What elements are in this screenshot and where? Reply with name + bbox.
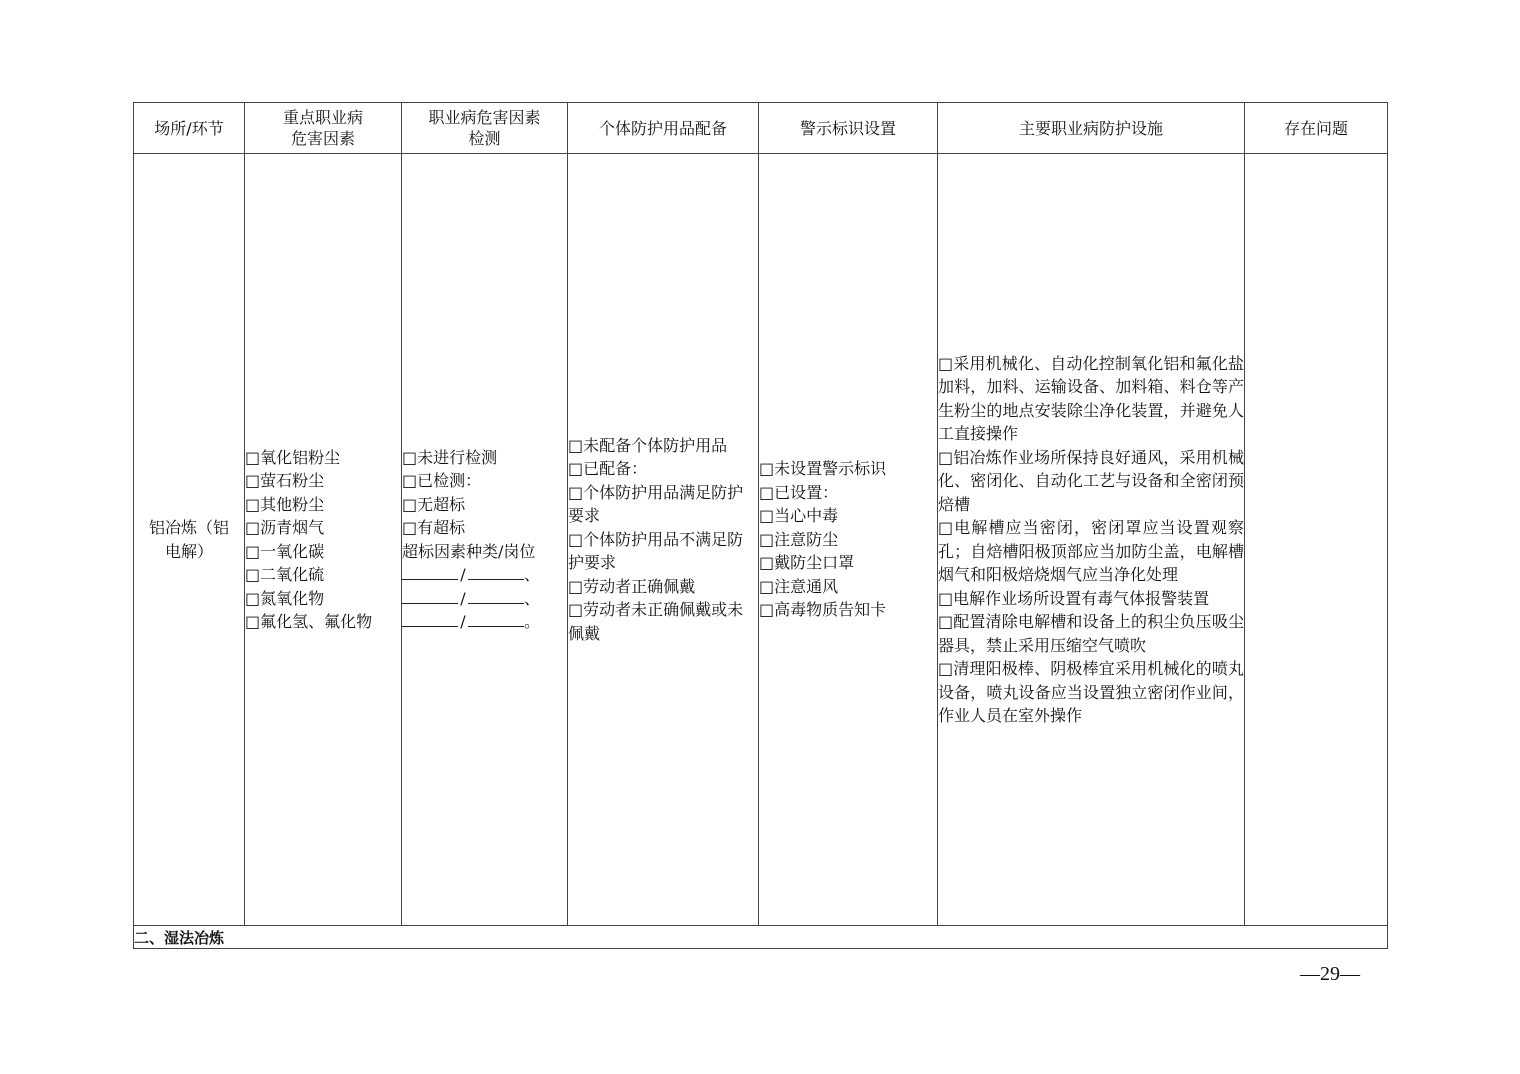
checkbox-item[interactable]: □已设置： [759, 482, 839, 502]
table-row [134, 154, 1388, 926]
checkbox-item[interactable]: □无超标 [402, 494, 466, 514]
checkbox-item[interactable]: □未配备个体防护用品 [568, 435, 728, 455]
detection-cell [402, 154, 568, 926]
checkbox-item[interactable]: □注意通风 [759, 576, 839, 596]
checkbox-item[interactable]: □未设置警示标识 [759, 459, 887, 479]
checkbox-item[interactable]: □个体防护用品满足防护要求 [568, 482, 744, 526]
checkbox-item[interactable]: □配置清除电解槽和设备上的积尘负压吸尘器具，禁止采用压缩空气喷吹 [938, 612, 1244, 655]
checkbox-item[interactable]: □二氧化硫 [245, 565, 325, 584]
blank-field[interactable] [402, 589, 458, 604]
header-measures: 主要职业病防护设施 [938, 103, 1245, 154]
checkbox-item[interactable]: □电解槽应当密闭，密闭罩应当设置观察孔；自焙槽阳极顶部应当加防尘盖，电解槽烟气和阳极焙烧烟气应当净化处理 [938, 518, 1244, 584]
checkbox-item[interactable]: □注意防尘 [759, 529, 839, 549]
checkbox-item[interactable]: □其他粉尘 [245, 494, 325, 514]
section-heading: 二、湿法冶炼 [134, 926, 1388, 949]
blank-field[interactable] [402, 612, 458, 627]
punctuation: 、 [524, 565, 541, 584]
blank-field[interactable] [402, 565, 458, 580]
ppe-cell [568, 154, 759, 926]
problems-cell[interactable] [1245, 154, 1388, 926]
checkbox-item[interactable]: □当心中毒 [759, 506, 839, 526]
checkbox-item[interactable]: □采用机械化、自动化控制氧化铝和氟化盐加料，加料、运输设备、加料箱、料仓等产生粉尘的地点安装除尘净化装置，并避免人工直接操作 [938, 353, 1244, 443]
header-ppe: 个体防护用品配备 [568, 103, 759, 154]
checkbox-item[interactable]: □清理阳极棒、阴极棒宜采用机械化的喷丸设备，喷丸设备应当设置独立密闭作业间，作业人员在室外操作 [938, 659, 1244, 725]
header-problems: 存在问题 [1245, 103, 1388, 154]
punctuation: 。 [524, 612, 541, 631]
header-row [134, 103, 1388, 154]
blank-field[interactable] [468, 589, 524, 604]
header-location: 场所/环节 [134, 103, 245, 154]
section-row [134, 926, 1388, 949]
location-text: 铝冶炼（铝 电解） [148, 518, 229, 561]
checkbox-item[interactable]: □戴防尘口罩 [759, 553, 855, 573]
checkbox-item[interactable]: □已配备： [568, 459, 648, 479]
checkbox-item[interactable]: □氧化铝粉尘 [245, 447, 341, 467]
location-cell [134, 154, 245, 926]
checkbox-item[interactable]: □氟化氢、氟化物 [245, 612, 373, 631]
fill-blank-row[interactable]: / 、 [402, 587, 567, 611]
checkbox-item[interactable]: □劳动者未正确佩戴或未佩戴 [568, 600, 744, 643]
header-detection: 职业病危害因素 检测 [402, 103, 568, 154]
checkbox-item[interactable]: □电解作业场所设置有毒气体报警装置 [938, 588, 1210, 608]
blank-field[interactable] [468, 565, 524, 580]
punctuation: 、 [524, 588, 541, 608]
checkbox-item[interactable]: □沥青烟气 [245, 518, 325, 537]
checkbox-item[interactable]: □氮氧化物 [245, 588, 325, 608]
checkbox-item[interactable]: □有超标 [402, 518, 466, 537]
hazards-cell [245, 154, 402, 926]
checkbox-item[interactable]: □未进行检测 [402, 447, 498, 467]
checkbox-item[interactable]: □劳动者正确佩戴 [568, 576, 696, 596]
header-signs: 警示标识设置 [759, 103, 938, 154]
fill-blank-row[interactable]: / 、 [402, 563, 567, 587]
checkbox-item[interactable]: □萤石粉尘 [245, 471, 325, 490]
checkbox-item[interactable]: □已检测： [402, 471, 482, 490]
checkbox-item[interactable]: □高毒物质告知卡 [759, 600, 887, 620]
page-number: —29— [1300, 963, 1360, 985]
occupational-hazard-table [133, 102, 1388, 949]
header-hazards: 重点职业病 危害因素 [245, 103, 402, 154]
checkbox-item[interactable]: □个体防护用品不满足防护要求 [568, 529, 744, 573]
checkbox-item[interactable]: □一氧化碳 [245, 541, 325, 561]
fill-blank-row[interactable]: / 。 [402, 610, 567, 634]
measures-cell [938, 154, 1245, 926]
blank-field[interactable] [468, 612, 524, 627]
checkbox-item[interactable]: □铝冶炼作业场所保持良好通风，采用机械化、密闭化、自动化工艺与设备和全密闭预焙槽 [938, 447, 1244, 514]
exceed-label: 超标因素种类/岗位 [402, 541, 536, 561]
signs-cell [759, 154, 938, 926]
